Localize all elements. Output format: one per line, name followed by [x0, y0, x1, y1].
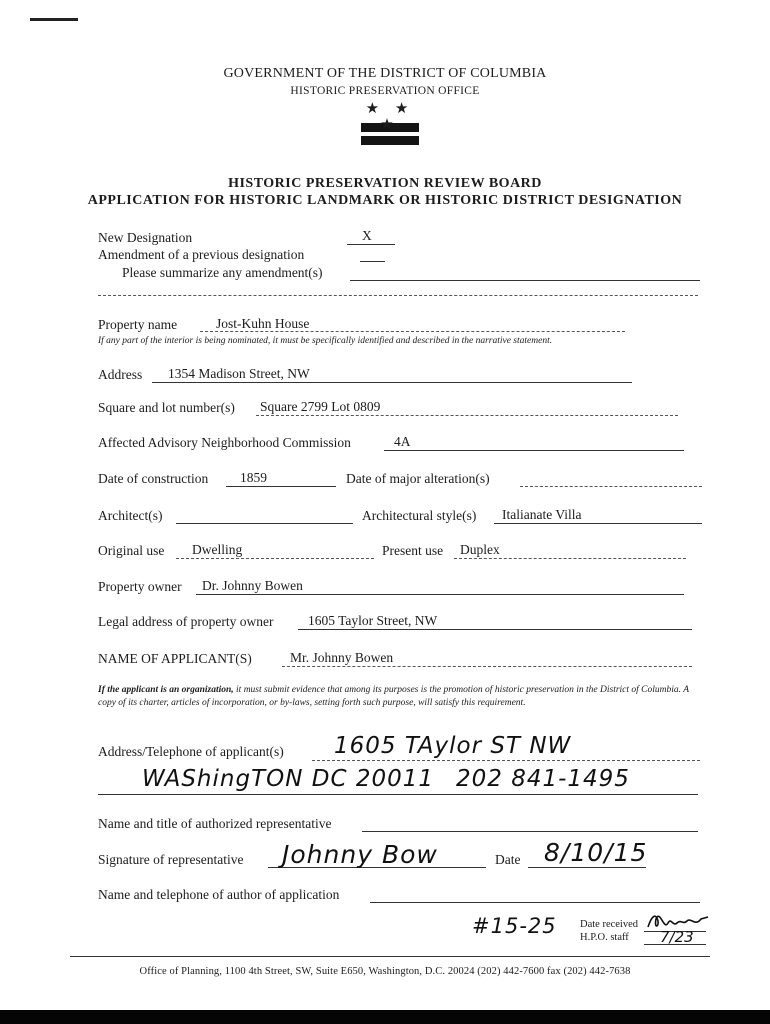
owner-value: Dr. Johnny Bowen — [202, 578, 303, 593]
original-use-value: Dwelling — [192, 542, 243, 557]
applicant-phone-handwritten: 202 841-1495 — [456, 766, 630, 792]
dc-flag-logo — [361, 101, 419, 145]
office-heading: HISTORIC PRESERVATION OFFICE — [290, 85, 480, 97]
architect-label: Architect(s) — [98, 508, 163, 523]
anc-value: 4A — [394, 434, 411, 449]
applicant-address-handwritten-1: 1605 TAylor ST NW — [334, 733, 572, 759]
footer-divider — [70, 955, 710, 957]
government-heading: GOVERNMENT OF THE DISTRICT OF COLUMBIA — [223, 66, 547, 81]
summarize-field-line-2[interactable] — [98, 283, 698, 296]
present-use-value: Duplex — [460, 542, 500, 557]
new-designation-label: New Designation — [98, 230, 193, 245]
address-label: Address — [98, 367, 143, 382]
architect-field[interactable] — [176, 508, 353, 524]
applicant-address-label: Address/Telephone of applicant(s) — [98, 744, 284, 759]
author-field[interactable] — [370, 887, 700, 903]
owner-label: Property owner — [98, 579, 182, 594]
organization-note-body: it must submit evidence that among its purposes is the promotion of historic preservation in the District of Columbia. A copy of its charter, articles of incorporation, or by-laws, setting forth such purpose, will satisfy this requirement. — [98, 685, 689, 708]
summarize-field[interactable] — [350, 266, 700, 281]
square-lot-value: Square 2799 Lot 0809 — [260, 399, 381, 414]
square-lot-label: Square and lot number(s) — [98, 400, 235, 415]
new-designation-value: X — [362, 228, 372, 243]
scan-edge-bar — [0, 1010, 770, 1024]
legal-address-value: 1605 Taylor Street, NW — [308, 613, 438, 628]
summarize-label: Please summarize any amendment(s) — [122, 265, 323, 280]
interior-note: If any part of the interior is being nominated, it must be specifically identified and described in the narrative statement. — [98, 336, 553, 346]
footer-address: Office of Planning, 1100 4th Street, SW, Suite E650, Washington, D.C. 20024 (202) 442-7600 fax (202) 442-7638 — [139, 966, 631, 977]
style-value: Italianate Villa — [502, 507, 582, 522]
construction-value: 1859 — [240, 470, 267, 485]
amendment-label: Amendment of a previous designation — [98, 247, 305, 262]
anc-label: Affected Advisory Neighborhood Commission — [98, 435, 351, 450]
applicant-address-handwritten-2: WAShingTON DC 20011 — [142, 766, 434, 792]
legal-address-label: Legal address of property owner — [98, 614, 274, 629]
flag-bar-bottom — [361, 136, 419, 145]
representative-label: Name and title of authorized representative — [98, 816, 332, 831]
address-value: 1354 Madison Street, NW — [168, 366, 310, 381]
flag-stars: ★ ★ ★ — [365, 101, 415, 133]
date-label: Date — [495, 852, 521, 867]
application-title: APPLICATION FOR HISTORIC LANDMARK OR HISTORIC DISTRICT DESIGNATION — [87, 193, 683, 208]
organization-note — [98, 684, 708, 710]
alteration-field[interactable] — [520, 471, 702, 487]
amendment-field[interactable] — [360, 247, 385, 262]
hpo-staff-handwritten: 7/23 — [660, 928, 694, 946]
style-label: Architectural style(s) — [362, 508, 477, 523]
present-use-label: Present use — [382, 543, 444, 558]
applicant-name-label: NAME OF APPLICANT(S) — [98, 651, 252, 666]
applicant-name-value: Mr. Johnny Bowen — [290, 650, 394, 665]
anc-field[interactable] — [384, 435, 684, 451]
case-number-handwritten: #15-25 — [472, 914, 557, 938]
organization-note-lead: If the applicant is an organization, — [98, 685, 234, 695]
representative-field[interactable] — [362, 816, 698, 832]
hpo-staff-label: H.P.O. staff — [580, 932, 629, 943]
representative-signature: Johnny Bow — [282, 840, 438, 869]
author-label: Name and telephone of author of application — [98, 887, 340, 902]
construction-label: Date of construction — [98, 471, 209, 486]
board-title: HISTORIC PRESERVATION REVIEW BOARD — [228, 176, 542, 191]
property-name-label: Property name — [98, 317, 178, 332]
date-received-label: Date received — [580, 919, 639, 930]
property-name-value: Jost-Kuhn House — [216, 316, 310, 331]
signature-label: Signature of representative — [98, 852, 244, 867]
alteration-label: Date of major alteration(s) — [346, 471, 490, 486]
date-handwritten: 8/10/15 — [544, 838, 648, 867]
original-use-label: Original use — [98, 543, 165, 558]
scan-mark — [30, 18, 78, 21]
